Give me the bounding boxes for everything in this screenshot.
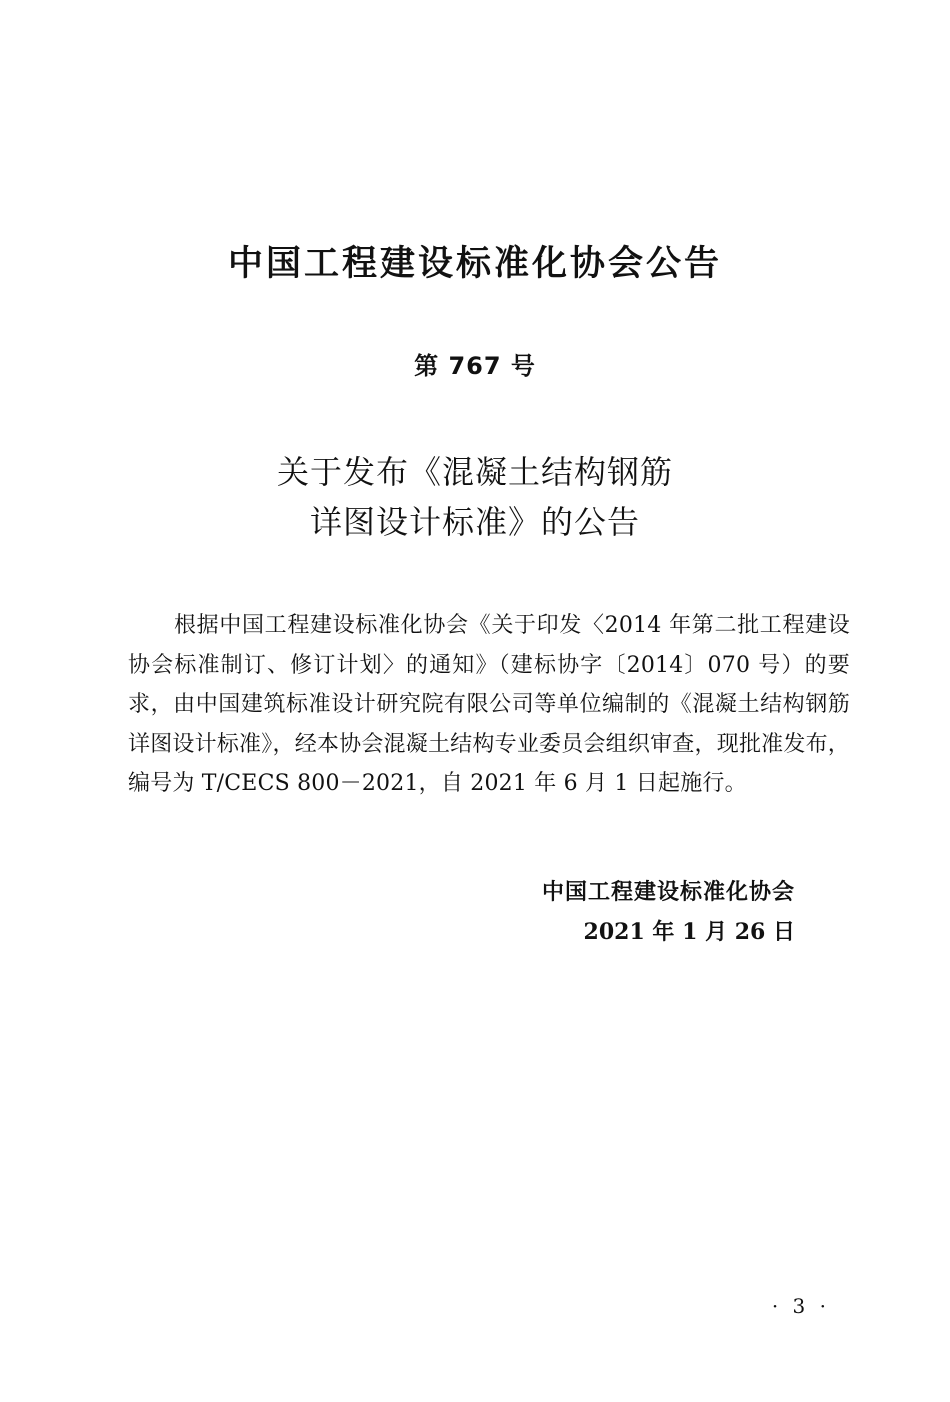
notice-title-line-2: 详图设计标准》的公告 bbox=[309, 503, 640, 541]
issue-date: 2021 年 1 月 26 日 bbox=[583, 919, 795, 945]
organization-title: 中国工程建设标准化协会公告 bbox=[227, 244, 722, 284]
page-number: · 3 · bbox=[771, 1294, 830, 1318]
issue-number: 第 767 号 bbox=[414, 352, 536, 380]
notice-body: 根据中国工程建设标准化协会《关于印发〈2014 年第二批工程建设协会标准制订、修订计划〉的通知》（建标协字〔2014〕070 号）的要求，由中国建筑标准设计研究院有限公司等单位编制的《混凝土结构钢筋详图设计标准》，经本协会混凝土结构专业委员会组织审查，现批准发布，编号为 T/CECS 800－2021，自 2021 年 6 月 1 日起施行。 bbox=[128, 613, 850, 796]
notice-title-line-1: 关于发布《混凝土结构钢筋 bbox=[276, 453, 673, 491]
issuer-signature: 中国工程建设标准化协会 bbox=[541, 880, 795, 905]
